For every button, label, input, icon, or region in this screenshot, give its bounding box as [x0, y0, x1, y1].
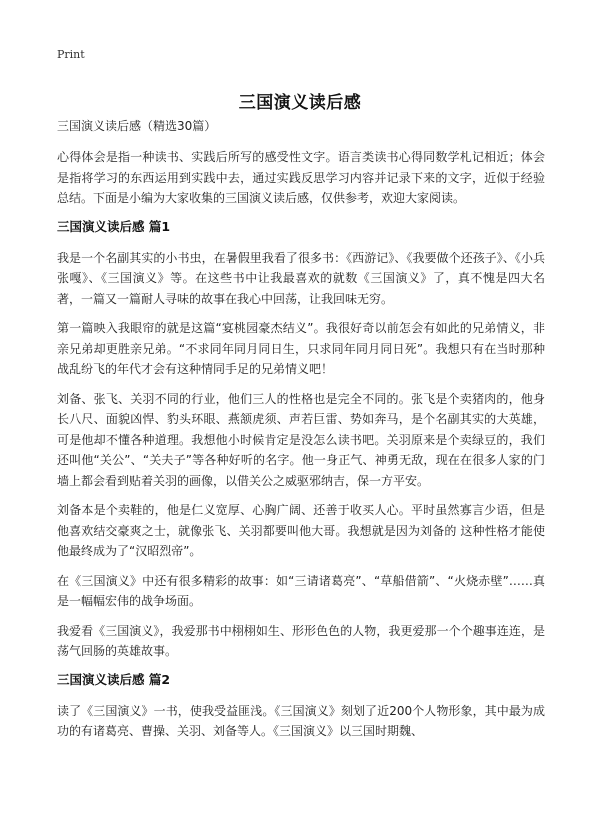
paragraph: 第一篇映入我眼帘的就是这篇“宴桃园豪杰结义”。我很好奇以前怎会有如此的兄弟情义，非亲兄弟却更胜亲兄弟。“不求同年同月同日生，只求同年同月同日死”。我想只有在当时那种战乱纷飞的年代才会有这种情同手足的兄弟情义吧！: [57, 321, 545, 376]
document-body: [57, 117, 545, 751]
paragraph: 刘备本是个卖鞋的，他是仁义宽厚、心胸广阔、还善于收买人心。平时虽然寡言少语，但是他喜欢结交豪爽之士，就像张飞、关羽都要叫他大哥。我想就是因为刘备的 这种性格才能使他最终成为了“汉昭烈帝”。: [57, 503, 545, 558]
paragraph: 刘备、张飞、关羽不同的行业，他们三人的性格也是完全不同的。张飞是个卖猪肉的，他身长八尺、面貌凶悍、豹头环眼、燕颔虎须、声若巨雷、势如奔马，是个名副其实的大英雄，可是他却不懂各种道理。我想他小时候肯定是没怎么读书吧。关羽原来是个卖绿豆的，我们还叫他“关公”、“关夫子”等各种好听的名字。他一身正气、神勇无敌，现在在很多人家的门墙上都会看到贴着关羽的画像，以借关公之威驱邪纳吉，保一方平安。: [57, 391, 545, 488]
paragraph: 我是一个名副其实的小书虫，在暑假里我看了很多书：《西游记》、《我要做个还孩子》、《小兵张嘎》、《三国演义》等。在这些书中让我最喜欢的就数《三国演义》了，真不愧是四大名著，一篇又一篇耐人寻味的故事在我心中回荡，让我回味无穷。: [57, 250, 545, 306]
section-heading: 三国演义读后感 篇1: [57, 218, 171, 234]
paragraph: 在《三国演义》中还有很多精彩的故事：如“三请诸葛亮”、“草船借箭”、“火烧赤壁”……真是一幅幅宏伟的战争场面。: [57, 573, 545, 608]
document-subtitle: 三国演义读后感（精选30篇）: [57, 119, 217, 133]
page-title: 三国演义读后感: [238, 93, 362, 114]
section-heading: 三国演义读后感 篇2: [57, 671, 171, 687]
paragraph: 我爱看《三国演义》，我爱那书中栩栩如生、形形色色的人物，我更爱那一个个趣事连连，是荡气回肠的英雄故事。: [57, 623, 545, 658]
intro-paragraph: 心得体会是指一种读书、实践后所写的感受性文字。语言类读书心得同数学札记相近；体会是指将学习的东西运用到实践中去，通过实践反思学习内容并记录下来的文字，近似于经验总结。下面是小编为大家收集的三国演义读后感，仅供参考，欢迎大家阅读。: [57, 150, 545, 205]
paragraph: 读了《三国演义》一书，使我受益匪浅。《三国演义》刻划了近200个人物形象，其中最为成功的有诸葛亮、曹操、关羽、刘备等人。《三国演义》以三国时期魏、: [57, 703, 545, 738]
print-link[interactable]: Print: [57, 48, 85, 61]
